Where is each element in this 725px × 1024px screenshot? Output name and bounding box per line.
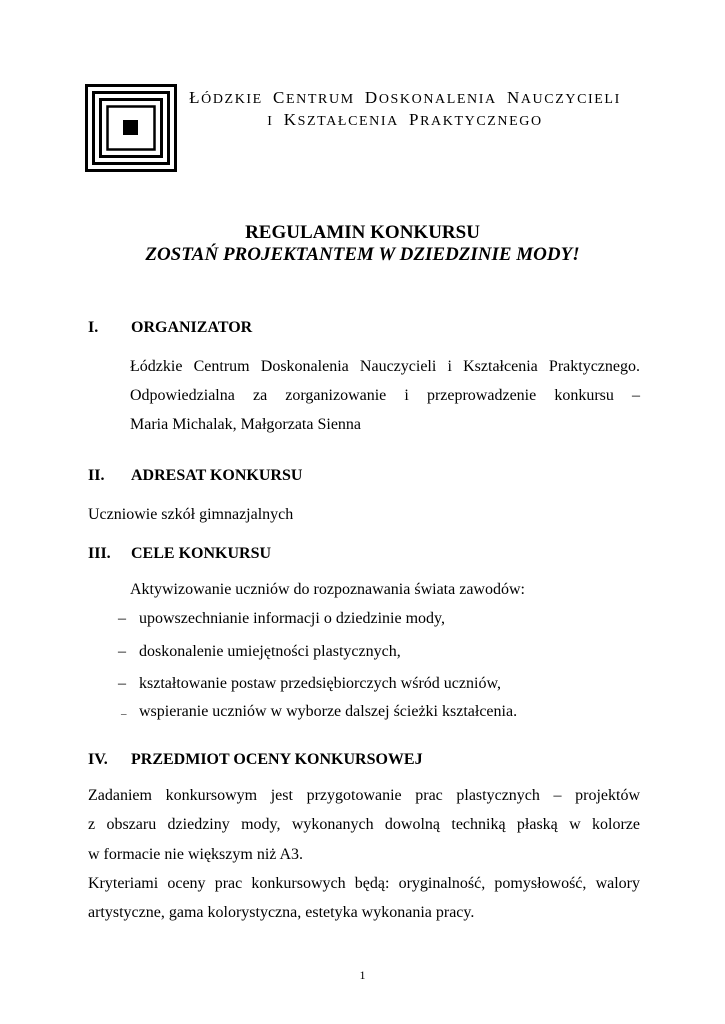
- document-title: REGULAMIN KONKURSU: [245, 222, 480, 243]
- list-item: doskonalenie umiejętności plastycznych,: [139, 643, 401, 660]
- section-number: II.: [88, 467, 105, 484]
- document-subtitle: ZOSTAŃ PROJEKTANTEM W DZIEDZINIE MODY!: [145, 244, 580, 265]
- org-name-line-1: [185, 88, 625, 108]
- section-number: III.: [88, 545, 111, 562]
- dash-bullet: –: [118, 610, 126, 627]
- paragraph-line: Kryteriami oceny prac konkursowych będą: oryginalność, pomysłowość, walory: [88, 875, 640, 892]
- dash-bullet: –: [118, 643, 126, 660]
- section-title: CELE KONKURSU: [131, 545, 272, 562]
- paragraph-line: artystyczne, gama kolorystyczna, estetyka wykonania pracy.: [88, 904, 475, 921]
- concentric-squares-logo: [85, 84, 177, 172]
- org-name-text-1: ŁÓDZKIE CENTRUM DOSKONALENIA NAUCZYCIELI: [189, 88, 621, 107]
- list-item: wspieranie uczniów w wyborze dalszej ścieżki kształcenia.: [139, 703, 518, 720]
- section-number: IV.: [88, 751, 108, 768]
- org-name-line-2: [185, 110, 625, 130]
- logo-graphic: [85, 84, 177, 172]
- list-item: kształtowanie postaw przedsiębiorczych wśród uczniów,: [139, 675, 501, 692]
- paragraph-line: Łódzkie Centrum Doskonalenia Nauczycieli i Kształcenia Praktycznego.: [130, 358, 640, 375]
- section-title: ADRESAT KONKURSU: [131, 467, 303, 484]
- dash-bullet: –: [118, 675, 126, 692]
- paragraph-line: Uczniowie szkół gimnazjalnych: [88, 506, 294, 523]
- page-number: 1: [359, 968, 366, 982]
- paragraph-line: w formacie nie większym niż A3.: [88, 846, 304, 863]
- paragraph-line: Maria Michalak, Małgorzata Sienna: [130, 416, 362, 433]
- paragraph-line: z obszaru dziedziny mody, wykonanych dowolną techniką płaską w kolorze: [88, 816, 640, 833]
- paragraph-line: Aktywizowanie uczniów do rozpoznawania świata zawodów:: [130, 581, 525, 598]
- section-title: PRZEDMIOT OCENY KONKURSOWEJ: [131, 751, 423, 768]
- paragraph-line: Odpowiedzialna za zorganizowanie i przeprowadzenie konkursu –: [130, 387, 640, 404]
- list-item: upowszechnianie informacji o dziedzinie mody,: [139, 610, 445, 627]
- paragraph-line: Zadaniem konkursowym jest przygotowanie prac plastycznych – projektów: [88, 787, 640, 804]
- org-name-text-2: I KSZTAŁCENIA PRAKTYCZNEGO: [267, 110, 543, 129]
- section-number: I.: [88, 319, 99, 336]
- section-title: ORGANIZATOR: [131, 319, 253, 336]
- dash-bullet: –: [121, 708, 127, 720]
